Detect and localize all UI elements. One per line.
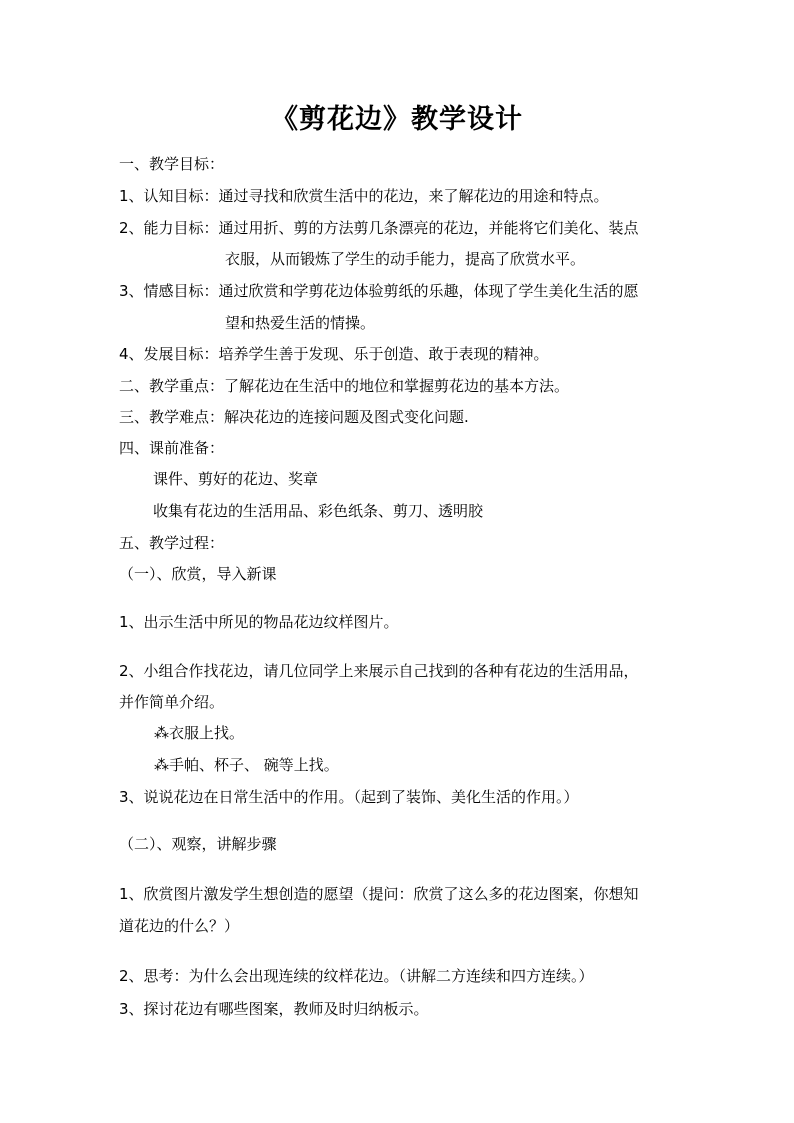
document-title: 《剪花边》教学设计 [271,104,523,135]
process-step-2: 2、小组合作找花边，请几位同学上来展示自己找到的各种有花边的生活用品， [119,662,639,680]
preparation-item-1: 课件、剪好的花边、奖章 [153,470,319,488]
objective-ability-cont: 衣服，从而锻炼了学生的动手能力，提高了欣赏水平。 [225,250,586,268]
section-difficulties: 三、教学难点：解决花边的连接问题及图式变化问题. [119,408,469,426]
preparation-item-2: 收集有花边的生活用品、彩色纸条、剪刀、透明胶 [153,502,484,520]
process-part-1-heading: （一）、欣赏，导入新课 [119,565,277,583]
objective-ability: 2、能力目标：通过用折、剪的方法剪几条漂亮的花边，并能将它们美化、装点 [119,219,639,237]
section-key-points: 二、教学重点：了解花边在生活中的地位和掌握剪花边的基本方法。 [119,377,570,395]
objective-emotion-cont: 望和热爱生活的情操。 [225,314,376,332]
objective-development: 4、发展目标：培养学生善于发现、乐于创造、敢于表现的精神。 [119,345,549,363]
bullet-clothes: ⁂衣服上找。 [154,724,245,742]
process-step-1: 1、出示生活中所见的物品花边纹样图片。 [119,613,399,631]
section-preparation: 四、课前准备： [119,439,225,457]
bullet-handkerchief: ⁂手帕、杯子、 碗等上找。 [154,756,339,774]
part-2-step-2: 2、思考：为什么会出现连续的纹样花边。（讲解二方连续和四方连续。） [119,967,594,985]
objective-emotion: 3、情感目标：通过欣赏和学剪花边体验剪纸的乐趣，体现了学生美化生活的愿 [119,282,639,300]
part-2-step-1-cont: 道花边的什么？） [119,917,240,935]
process-step-2-cont: 并作简单介绍。 [119,693,225,711]
process-step-3: 3、说说花边在日常生活中的作用。（起到了装饰、美化生活的作用。） [119,788,579,806]
part-2-step-3: 3、探讨花边有哪些图案，教师及时归纳板示。 [119,1000,429,1018]
section-heading-objectives: 一、教学目标： [119,155,225,173]
part-2-step-1: 1、欣赏图片激发学生想创造的愿望（提问：欣赏了这么多的花边图案，你想知 [119,885,639,903]
section-process: 五、教学过程： [119,534,225,552]
process-part-2-heading: （二）、观察，讲解步骤 [119,835,277,853]
objective-cognitive: 1、认知目标：通过寻找和欣赏生活中的花边，来了解花边的用途和特点。 [119,187,609,205]
